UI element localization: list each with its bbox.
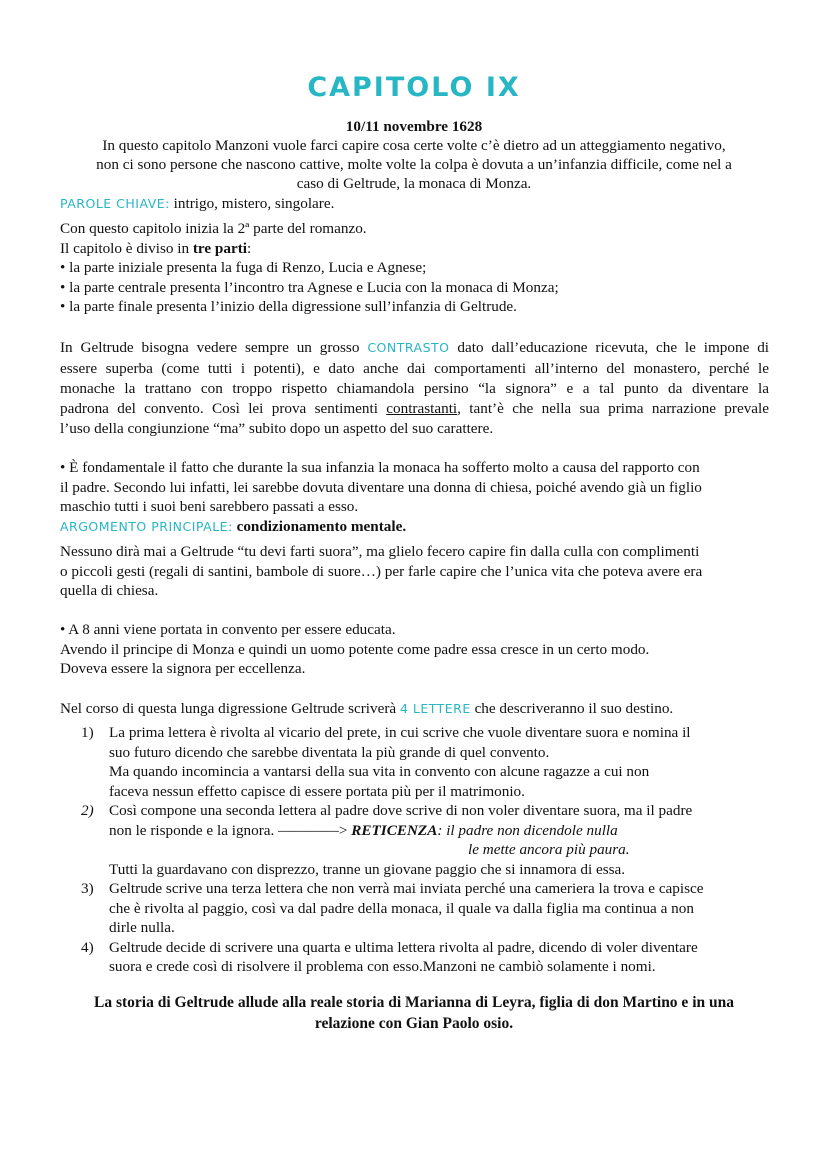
conditioning-paragraph [60, 542, 702, 601]
contrast-line: monache la trattano con troppo rispetto chiamandola persino “la signora” e a tal punto da diventare la [60, 380, 769, 397]
letters-list [81, 723, 704, 977]
parts-intro-line: Il capitolo è diviso in tre parti: [60, 239, 252, 257]
list-number: 4) [81, 938, 94, 956]
contrast-line: l’uso della congiunzione “ma” subito dopo un aspetto del suo carattere. [60, 420, 494, 437]
chapter-title: CAPITOLO IX [307, 72, 521, 103]
main-topic-text: condizionamento mentale. [232, 518, 407, 535]
contrast-line: padrona del convento. Così lei prova sentimenti contrastanti, tant’è che nella sua prima narrazione prevale [60, 400, 769, 417]
list-number: 2) [81, 802, 94, 819]
letter-line: Ma quando incomincia a vantarsi della sua vita in convento con alcune ragazze a cui non [109, 763, 650, 780]
father-paragraph [60, 458, 702, 517]
letters-intro-line: Nel corso di questa lunga digressione Geltrude scriverà 4 LETTERE che descriveranno il suo destino. [60, 700, 674, 717]
contrast-line: essere superba (come tutti i potenti), e dato anche dai comportamenti all’interno del monastero, perché le [60, 360, 769, 377]
father-line: il padre. Secondo lui infatti, lei sarebbe dovuta diventare una donna di chiesa, poiché avendo già un figlio [60, 478, 702, 496]
list-number: 3) [81, 880, 94, 897]
contrastanti-underlined: contrastanti [386, 400, 458, 417]
main-topic-label: ARGOMENTO PRINCIPALE: [60, 519, 233, 534]
intro-line: caso di Geltrude, la monaca di Monza. [296, 175, 532, 192]
father-line: maschio tutti i suoi beni sarebbero passati a esso. [60, 498, 359, 515]
reticenza-term: RETICENZA [351, 821, 438, 839]
letter-line: non le risponde e la ignora. ————> RETICENZA: il padre non dicendole nulla [109, 821, 618, 839]
letter-item-4: 4) Geltrude decide di scrivere una quarta e ultima lettera rivolta al padre, dicendo di voler diventare [81, 938, 698, 956]
conditioning-line: quella di chiesa. [60, 582, 159, 599]
three-parts-bold: tre parti [192, 239, 247, 257]
convent-paragraph [60, 620, 649, 679]
four-letters-keyword: 4 LETTERE [399, 701, 471, 716]
letter-line: che è rivolta al paggio, così va dal padre della monaca, il quale va dalla figlia ma continua a non [109, 899, 694, 917]
part-bullet: • la parte finale presenta l’inizio della digressione sull’infanzia di Geltrude. [60, 298, 517, 315]
part2-line: Con questo capitolo inizia la 2ª parte del romanzo. [60, 220, 367, 237]
convent-line: • A 8 anni viene portata in convento per essere educata. [60, 621, 396, 638]
conclusion-paragraph [40, 992, 788, 1034]
keywords-label: PAROLE CHIAVE: [60, 196, 170, 211]
letter-item-2: 2) Così compone una seconda lettera al padre dove scrive di non voler diventare suora, ma il padre [81, 802, 693, 819]
conclusion-line: relazione con Gian Paolo osio. [314, 1015, 514, 1032]
conditioning-line: o piccoli gesti (regali di santini, bambole di suore…) per farle capire che l’unica vita che poteva avere era [60, 562, 703, 580]
conditioning-line: Nessuno dirà mai a Geltrude “tu devi farti suora”, ma glielo fecero capire fin dalla culla con complimenti [60, 543, 700, 560]
conclusion-line: La storia di Geltrude allude alla reale storia di Marianna di Leyra, figlia di don Martino e in una [94, 994, 734, 1011]
letter-line: suora e crede così di risolvere il problema con esso.Manzoni ne cambiò solamente i nomi. [109, 958, 656, 975]
part-bullet: • la parte iniziale presenta la fuga di Renzo, Lucia e Agnese; [60, 259, 427, 276]
letter-line: Tutti la guardavano con disprezzo, tranne un giovane paggio che si innamora di essa. [109, 860, 626, 878]
contrast-keyword: CONTRASTO [367, 340, 450, 355]
parts-section [60, 219, 559, 317]
part-bullet: • la parte centrale presenta l’incontro tra Agnese e Lucia con la monaca di Monza; [60, 278, 559, 296]
list-number: 1) [81, 724, 94, 741]
contrast-paragraph [60, 337, 769, 439]
main-topic-line [60, 517, 406, 537]
letter-line: suo futuro dicendo che sarebbe diventata la più grande di quel convento. [109, 743, 550, 761]
letter-item-1: 1) La prima lettera è rivolta al vicario del prete, in cui scrive che vuole diventare suora e nomina il [81, 724, 691, 741]
convent-line: Avendo il principe di Monza e quindi un uomo potente come padre essa cresce in un certo modo. [60, 640, 650, 658]
intro-line: In questo capitolo Manzoni vuole farci capire cosa certe volte c’è dietro ad un atteggiamento negativo, [102, 137, 726, 154]
keywords-text: intrigo, mistero, singolare. [169, 195, 335, 212]
intro-line: non ci sono persone che nascono cattive, molte volte la colpa è dovuta a un’infanzia difficile, come nel a [96, 156, 732, 173]
letter-item-3: 3) Geltrude scrive una terza lettera che non verrà mai inviata perché una cameriera la trova e capisce [81, 880, 704, 897]
letter-line: faceva nessun effetto capisce di essere portata più per il matrimonio. [109, 782, 525, 800]
father-line: • È fondamentale il fatto che durante la sua infanzia la monaca ha sofferto molto a causa del rapporto con [60, 459, 700, 476]
contrast-line: In Geltrude bisogna vedere sempre un grosso CONTRASTO dato dall’educazione ricevuta, che le impone di [60, 339, 770, 356]
convent-line: Doveva essere la signora per eccellenza. [60, 660, 306, 677]
intro-paragraph [40, 136, 788, 193]
keywords-line [60, 194, 334, 214]
chapter-date: 10/11 novembre 1628 [345, 118, 483, 135]
letter-line: dirle nulla. [109, 919, 175, 936]
letter-line: le mette ancora più paura. [468, 841, 630, 858]
